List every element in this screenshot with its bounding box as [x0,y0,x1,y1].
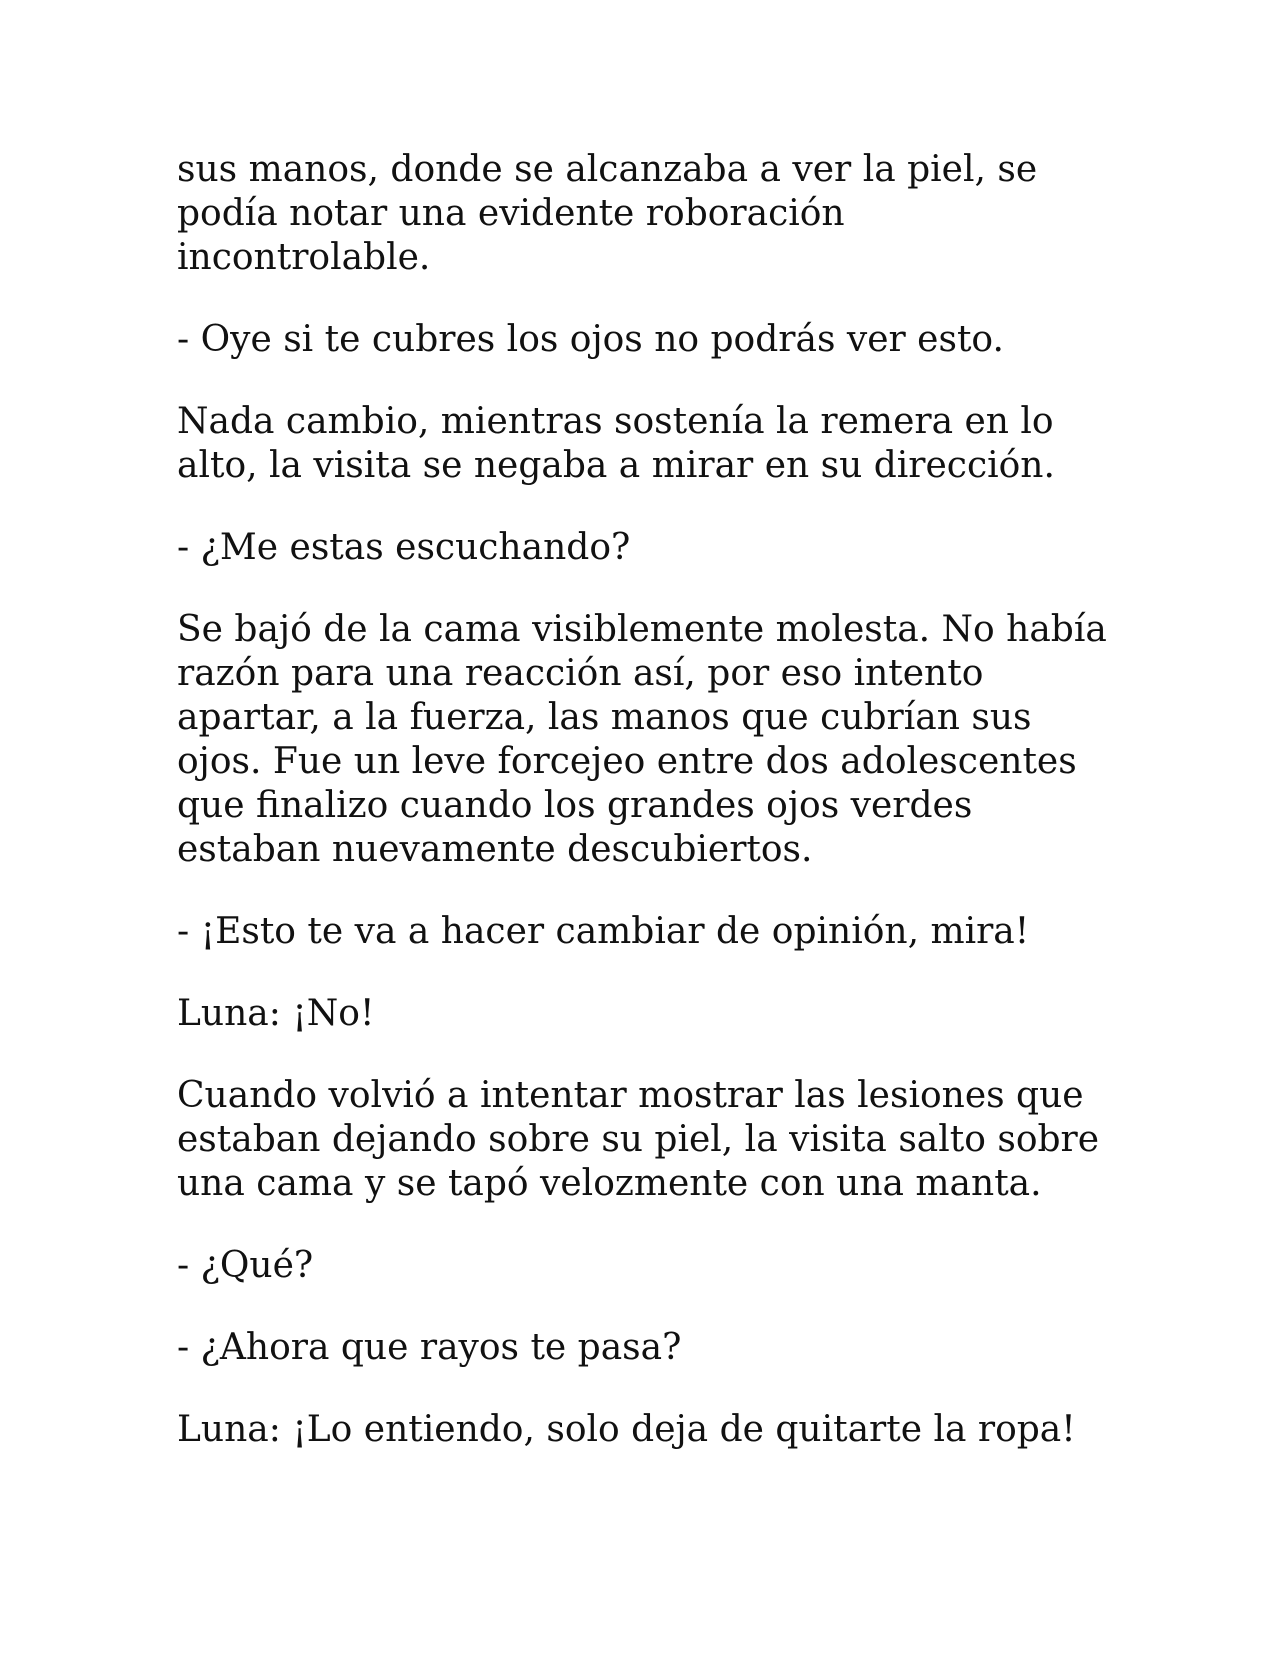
paragraph-narration [177,608,1117,872]
text-line: una cama y se tapó velozmente con una manta. [177,1163,1042,1204]
text-line: alto, la visita se negaba a mirar en su dirección. [177,445,1055,486]
text-line: Cuando volvió a intentar mostrar las lesiones que [177,1075,1084,1116]
paragraph-dialogue [177,1408,1117,1452]
text-line: - Oye si te cubres los ojos no podrás ver esto. [177,319,1004,360]
paragraph-dialogue [177,1326,1117,1370]
paragraph-dialogue [177,910,1117,954]
text-line: estaban dejando sobre su piel, la visita salto sobre [177,1119,1100,1160]
text-line: incontrolable. [177,237,431,278]
paragraph-narration [177,148,1117,280]
paragraph-dialogue [177,318,1117,362]
text-line: - ¿Me estas escuchando? [177,527,631,568]
text-line: - ¿Qué? [177,1245,314,1286]
text-line: Se bajó de la cama visiblemente molesta. No había [177,609,1107,650]
text-line: ojos. Fue un leve forcejeo entre dos adolescentes [177,741,1077,782]
paragraph-dialogue [177,526,1117,570]
text-line: - ¡Esto te va a hacer cambiar de opinión, mira! [177,911,1030,952]
text-line: Luna: ¡Lo entiendo, solo deja de quitarte la ropa! [177,1409,1076,1450]
paragraph-dialogue [177,1244,1117,1288]
text-line: Nada cambio, mientras sostenía la remera en lo [177,401,1054,442]
paragraph-dialogue [177,992,1117,1036]
text-line: sus manos, donde se alcanzaba a ver la piel, se [177,149,1038,190]
text-line: razón para una reacción así, por eso intento [177,653,984,694]
text-line: apartar, a la fuerza, las manos que cubrían sus [177,697,1032,738]
text-line: que finalizo cuando los grandes ojos verdes [177,785,973,826]
text-line: - ¿Ahora que rayos te pasa? [177,1327,682,1368]
paragraph-narration [177,400,1117,488]
document-page [177,148,1117,1490]
paragraph-narration [177,1074,1117,1206]
text-line: podía notar una evidente roboración [177,193,845,234]
text-line: estaban nuevamente descubiertos. [177,829,813,870]
text-line: Luna: ¡No! [177,993,375,1034]
